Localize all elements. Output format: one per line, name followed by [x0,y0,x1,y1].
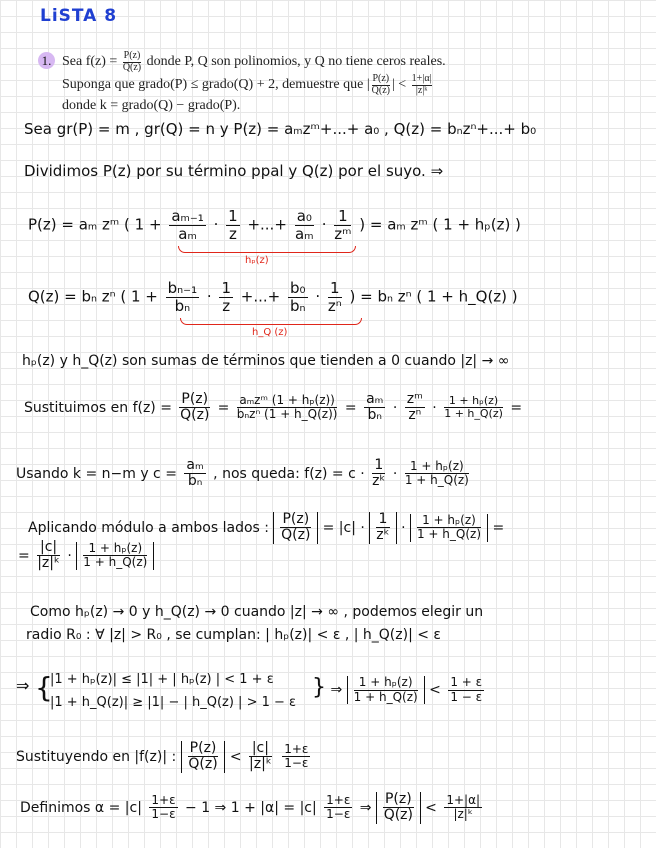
note-line-10: Como hₚ(z) → 0 y h_Q(z) → 0 cuando |z| → ∞ , podemos elegir un [30,604,484,620]
note-line-2: Dividimos P(z) por su término ppal y Q(z) por el suyo. ⇒ [24,162,444,180]
left-brace-icon: { [35,671,53,704]
fraction: $\frac{\text{b₀}}{\text{bₙ}}$ [290,279,306,315]
problem-text: | < [391,77,407,93]
underbrace-label-hq: h_Q (z) [252,327,288,338]
underbrace-label-hp: hₚ(z) [245,255,269,266]
note-line-11: radio R₀ : ∀ |z| > R₀ , se cumplan: | hₚ(z)| < ε , | h_Q(z)| < ε [26,627,441,643]
note-line-14: Definimos α = |c| $\frac{1+\varepsilon}{1-\varepsilon}$ − 1 ⇒ 1 + |α| = |c| $\frac{1+\varepsilon}{1-\varepsilon}$ ⇒ $\frac{P(z)}{Q(z)}$ < $\frac{1+|\alpha|}{\text{|z|ᵏ}}$ [20,791,481,824]
fraction: $\frac{1}{\text{zᵏ}}$ [372,457,386,490]
underbrace-hq [180,318,362,325]
note-line-12-top: |1 + hₚ(z)| ≤ |1| + | hₚ(z) | < 1 + ε [50,672,274,687]
fraction: $\frac{\text{aₘ₋₁}}{\text{aₘ}}$ [171,207,204,243]
fraction: $\frac{P(z)}{Q(z)}$ [281,511,311,544]
problem-number-badge: 1. [38,52,55,69]
fraction: $\frac{1+\varepsilon}{1-\varepsilon}$ [284,742,309,771]
fraction: $\frac{1}{z}$ [228,207,238,243]
note-line-6: Sustituimos en f(z) = $\frac{P(z)}{Q(z)}$ = $\frac{\text{aₘzᵐ (1 + hₚ(z))}}{\text{bₙzⁿ (1 + h\_Q(z))}}$ = $\frac{\text{aₘ}}{\text{bₙ}}$ · $\frac{\text{zᵐ}}{\text{zⁿ}}$ · $\frac{\text{1 + hₚ(z)}}{1 + h\_Q(z)}$ = [24,391,523,424]
fraction: $\frac{1}{\text{zⁿ}}$ [327,279,342,315]
problem-line-1 [62,51,446,73]
fraction: $\frac{\text{1 + hₚ(z)}}{1 + h\_Q(z)}$ [353,675,418,704]
fraction: $\frac{1}{z}$ [221,279,231,315]
fraction: $\frac{1 + \varepsilon}{1 - \varepsilon}$ [450,675,483,704]
note-line-9: = $\frac{|c|}{\text{|z|ᵏ}}$ · $\frac{\text{1 + hₚ(z)}}{1 + h\_Q(z)}$ [18,540,154,572]
fraction: $\frac{1+|\alpha|}{\text{|z|ᵏ}}$ [446,793,481,822]
fraction: $\frac{\text{1 + hₚ(z)}}{1 + h\_Q(z)}$ [444,394,503,421]
problem-text: donde P, Q son polinomios, y Q no tiene ceros reales. [146,54,446,70]
fraction: $\frac{\text{aₘ}}{\text{bₙ}}$ [366,391,384,424]
note-line-4: Q(z) = bₙ zⁿ ( 1 + $\frac{\text{bₙ₋₁}}{\text{bₙ}}$ · $\frac{1}{z}$ +...+ $\frac{\text{b₀}}{\text{bₙ}}$ · $\frac{1}{\text{zⁿ}}$ ) = bₙ zⁿ ( 1 + h_Q(z) ) [28,279,518,315]
fraction: $\frac{P(z)}{Q(z)}$ [122,50,142,73]
fraction: $\frac{|c|}{\text{|z|ᵏ}}$ [37,539,60,572]
underbrace-hp [178,246,356,253]
fraction: $\frac{\text{1 + hₚ(z)}}{1 + h\_Q(z)}$ [404,459,469,488]
fraction: $\frac{1+\varepsilon}{1-\varepsilon}$ [326,793,351,822]
fraction: $\frac{P(z)}{Q(z)}$ [180,391,210,424]
fraction: $\frac{\text{aₘzᵐ (1 + hₚ(z))}}{\text{bₙzⁿ (1 + h\_Q(z))}}$ [236,393,338,422]
fraction: $\frac{\text{bₙ₋₁}}{\text{bₙ}}$ [167,279,198,315]
problem-line-2 [62,74,434,96]
note-line-13: Sustituyendo en |f(z)| : $\frac{P(z)}{Q(z)}$ < $\frac{|c|}{\text{|z|ᵏ}}$ $\frac{1+\varepsilon}{1-\varepsilon}$ [16,740,309,773]
fraction: $\frac{\text{1 + hₚ(z)}}{1 + h\_Q(z)}$ [83,541,148,570]
fraction: $\frac{\text{zᵐ}}{\text{zⁿ}}$ [406,391,423,424]
note-line-12-bottom: |1 + h_Q(z)| ≥ |1| − | h_Q(z) | > 1 − ε [50,695,297,710]
fraction: $\frac{1+\varepsilon}{1-\varepsilon}$ [151,793,176,822]
problem-text: Sea f(z) = [62,54,118,70]
problem-line-3: donde k = grado(Q) − grado(P). [62,98,241,113]
fraction: $\frac{P(z)}{Q(z)}$ [383,791,413,824]
note-line-8: Aplicando módulo a ambos lados : $\frac{P(z)}{Q(z)}$ = |c| · $\frac{1}{\text{zᵏ}}$ · $\frac{\text{1 + hₚ(z)}}{1 + h\_Q(z)}$ = [28,511,505,544]
note-line-12-result: } ⇒ $\frac{\text{1 + hₚ(z)}}{1 + h\_Q(z)}$ < $\frac{1 + \varepsilon}{1 - \varepsilon}$ [312,675,483,704]
page-title: LiSTA 8 [40,6,118,26]
implies-arrow-icon: ⇒ [16,676,30,695]
fraction: $\frac{P(z)}{Q(z)}$ [371,73,390,96]
problem-text: Suponga que grado(P) ≤ grado(Q) + 2, demuestre que | [62,77,370,93]
note-line-1: Sea gr(P) = m , gr(Q) = n y P(z) = aₘzᵐ+...+ a₀ , Q(z) = bₙzⁿ+...+ b₀ [24,120,537,138]
fraction: $\frac{1+|\alpha|}{\text{|z|ᵏ}}$ [411,73,432,96]
fraction: $\frac{P(z)}{Q(z)}$ [188,740,218,773]
note-line-7: Usando k = n−m y c = $\frac{\text{aₘ}}{\text{bₙ}}$ , nos queda: f(z) = c · $\frac{1}{\text{zᵏ}}$ · $\frac{\text{1 + hₚ(z)}}{1 + h\_Q(z)}$ [16,457,469,490]
fraction: $\frac{|c|}{\text{|z|ᵏ}}$ [249,740,272,773]
fraction: $\frac{1}{\text{zᵐ}}$ [334,207,352,243]
note-line-3: P(z) = aₘ zᵐ ( 1 + $\frac{\text{aₘ₋₁}}{\text{aₘ}}$ · $\frac{1}{z}$ +...+ $\frac{\text{a₀}}{\text{aₘ}}$ · $\frac{1}{\text{zᵐ}}$ ) = aₘ zᵐ ( 1 + hₚ(z) ) [28,207,521,243]
fraction: $\frac{\text{1 + hₚ(z)}}{1 + h\_Q(z)}$ [416,513,481,542]
note-line-5: hₚ(z) y h_Q(z) son sumas de términos que tienden a 0 cuando |z| → ∞ [22,353,510,369]
fraction: $\frac{\text{a₀}}{\text{aₘ}}$ [295,207,314,243]
fraction: $\frac{\text{aₘ}}{\text{bₙ}}$ [186,457,204,490]
fraction: $\frac{1}{\text{zᵏ}}$ [376,511,390,544]
